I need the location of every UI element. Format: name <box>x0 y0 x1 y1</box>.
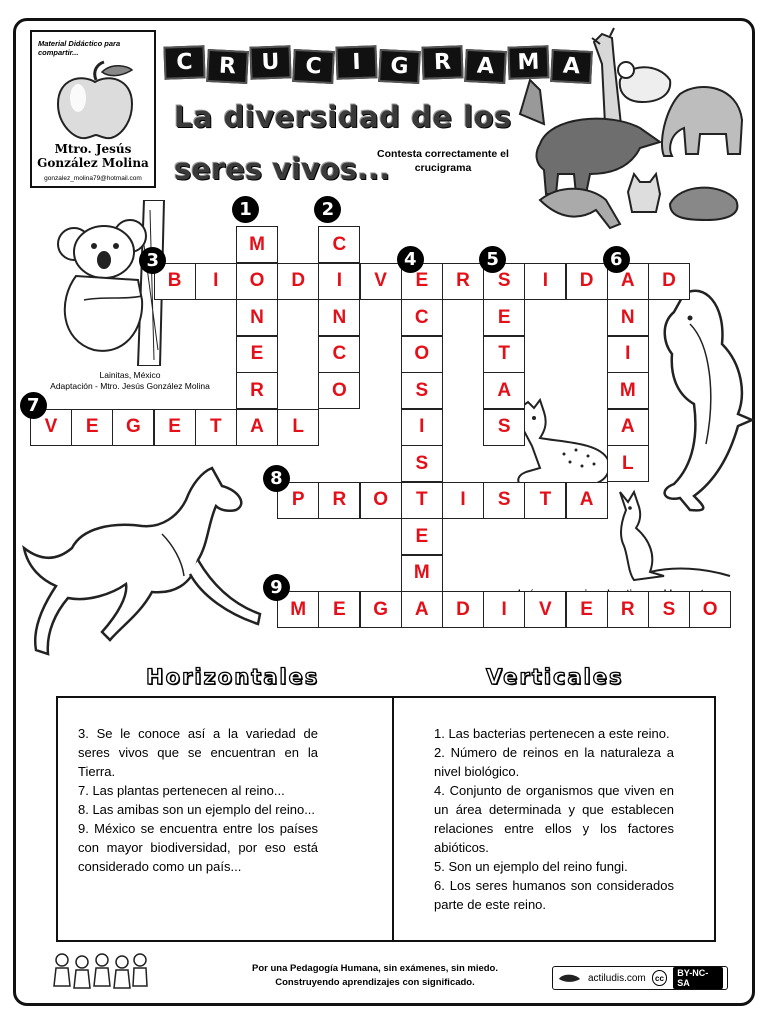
crossword-cell[interactable]: M <box>607 372 649 409</box>
crossword-cell[interactable]: D <box>442 591 484 628</box>
crossword-cell[interactable]: B <box>154 263 196 300</box>
subtitle-line-2: seres vivos... <box>174 152 391 186</box>
crossword-cell[interactable]: D <box>277 263 319 300</box>
crossword-cell[interactable]: S <box>401 445 443 482</box>
crossword-cell[interactable]: P <box>277 482 319 519</box>
crossword-cell[interactable]: T <box>195 409 237 446</box>
author-name: Mtro. Jesús González Molina <box>37 142 149 170</box>
author-card <box>30 30 156 188</box>
crossword-cell[interactable]: N <box>607 299 649 336</box>
crossword-cell[interactable]: E <box>401 518 443 555</box>
title-letter-tile: I <box>335 45 377 79</box>
crossword-cell[interactable]: O <box>236 263 278 300</box>
title-letter-tile: M <box>507 45 549 79</box>
crossword-cell[interactable]: O <box>360 482 402 519</box>
crossword-cell[interactable]: E <box>154 409 196 446</box>
crossword-cell[interactable]: V <box>30 409 72 446</box>
crossword-cell[interactable]: A <box>607 409 649 446</box>
crossword-cell[interactable]: E <box>318 591 360 628</box>
crossword-cell[interactable]: I <box>524 263 566 300</box>
crossword-cell[interactable]: R <box>318 482 360 519</box>
clue-horizontal: 9. México se encuentra entre los países con mayor biodiversidad, por eso está considerado como un país... <box>78 821 318 874</box>
clues-box <box>56 696 716 942</box>
clue-number-badge: 2 <box>314 196 341 223</box>
crossword-cell[interactable]: O <box>318 372 360 409</box>
crossword-cell[interactable]: E <box>236 336 278 373</box>
crossword-cell[interactable]: C <box>318 226 360 263</box>
crossword-cell[interactable]: I <box>318 263 360 300</box>
dolphin-icon <box>650 284 754 514</box>
crossword-cell[interactable]: N <box>318 299 360 336</box>
crossword-cell[interactable]: O <box>689 591 731 628</box>
clue-number-badge: 4 <box>397 246 424 273</box>
crossword-cell[interactable]: S <box>401 372 443 409</box>
crossword-cell[interactable]: I <box>195 263 237 300</box>
crossword-cell[interactable]: V <box>524 591 566 628</box>
children-icon <box>52 952 148 996</box>
crossword-cell[interactable]: A <box>566 482 608 519</box>
site-name: actiludis.com <box>587 972 646 984</box>
crossword-cell[interactable]: E <box>401 263 443 300</box>
crossword-cell[interactable]: N <box>236 299 278 336</box>
subtitle-line-1: La diversidad de los <box>174 100 512 134</box>
crossword-cell[interactable]: M <box>236 226 278 263</box>
crossword-cell[interactable]: O <box>401 336 443 373</box>
crossword-cell[interactable]: S <box>648 591 690 628</box>
crossword-cell[interactable]: G <box>360 591 402 628</box>
clue-vertical: 6. Los seres humanos son considerados parte de este reino. <box>434 878 674 912</box>
crossword-cell[interactable]: A <box>401 591 443 628</box>
crossword-cell[interactable]: R <box>607 591 649 628</box>
vertical-clues <box>434 724 674 914</box>
crossword-cell[interactable]: C <box>401 299 443 336</box>
horizontal-clues <box>78 724 318 876</box>
horse-icon <box>22 464 268 660</box>
clue-number-badge: 6 <box>603 246 630 273</box>
clue-number-badge: 7 <box>20 392 47 419</box>
crossword-cell[interactable]: T <box>524 482 566 519</box>
instruction-text: Contesta correctamente el crucigrama <box>377 148 509 174</box>
clue-number-badge: 8 <box>263 465 290 492</box>
crossword-cell[interactable]: G <box>112 409 154 446</box>
title-letter-tile: A <box>550 49 593 84</box>
license-badge: BY-NC-SA <box>673 967 723 989</box>
clue-vertical: 2. Número de reinos en la naturaleza a nivel biológico. <box>434 745 674 779</box>
material-label: Material Didáctico para compartir... <box>38 39 121 57</box>
title-letter-tile: G <box>378 49 421 84</box>
crossword-cell[interactable]: A <box>483 372 525 409</box>
horizontal-heading: Horizontales <box>146 665 320 689</box>
crossword-cell[interactable]: A <box>236 409 278 446</box>
crossword-cell[interactable]: E <box>566 591 608 628</box>
title-letter-tile: U <box>249 45 291 79</box>
crossword-cell[interactable]: S <box>483 482 525 519</box>
title-letter-tile: R <box>421 45 463 79</box>
author-email: gonzalez_molina79@hotmail.com <box>44 175 142 182</box>
vertical-heading: Verticales <box>486 665 624 689</box>
crossword-cell[interactable]: A <box>607 263 649 300</box>
crossword-cell[interactable]: M <box>401 555 443 592</box>
crossword-cell[interactable]: I <box>483 591 525 628</box>
crossword-cell[interactable]: E <box>483 299 525 336</box>
crossword-cell[interactable]: L <box>277 409 319 446</box>
kangaroo-icon <box>614 486 734 586</box>
clue-vertical: 4. Conjunto de organismos que viven en un área determinada y que establecen relaciones entre ellos y los factores abióticos. <box>434 783 674 855</box>
clue-horizontal: 7. Las plantas pertenecen al reino... <box>78 783 285 798</box>
title-letter-tile: C <box>163 45 205 79</box>
crossword-cell[interactable]: R <box>236 372 278 409</box>
cc-icon: cc <box>652 970 667 986</box>
title-letter-tile: A <box>464 49 507 84</box>
crossword-cell[interactable]: V <box>360 263 402 300</box>
crossword-cell[interactable]: C <box>318 336 360 373</box>
crossword-cell[interactable]: E <box>71 409 113 446</box>
crossword-cell[interactable]: L <box>607 445 649 482</box>
crossword-cell[interactable]: T <box>401 482 443 519</box>
crossword-cell[interactable]: S <box>483 409 525 446</box>
footer-license <box>552 966 728 990</box>
crossword-cell[interactable]: M <box>277 591 319 628</box>
crossword-cell[interactable]: T <box>483 336 525 373</box>
crossword-cell[interactable]: I <box>442 482 484 519</box>
clue-number-badge: 5 <box>479 246 506 273</box>
title-letter-tile: C <box>292 49 335 84</box>
title-letter-tile: R <box>206 49 249 84</box>
clue-number-badge: 9 <box>263 574 290 601</box>
crossword-cell[interactable]: R <box>442 263 484 300</box>
crossword-cell[interactable]: D <box>648 263 690 300</box>
crossword-cell[interactable]: S <box>483 263 525 300</box>
apple-icon <box>52 58 138 142</box>
crossword-cell[interactable]: D <box>566 263 608 300</box>
clue-horizontal: 8. Las amibas son un ejemplo del reino... <box>78 802 316 817</box>
actiludis-logo-icon <box>557 971 582 985</box>
clues-divider <box>392 698 394 940</box>
puzzle-credit: Lainitas, México Adaptación - Mtro. Jesús González Molina <box>50 370 210 391</box>
crossword-cell[interactable]: I <box>401 409 443 446</box>
clue-horizontal: 3. Se le conoce así a la variedad de seres vivos que se encuentran en la Tierra. <box>78 726 318 779</box>
clue-number-badge: 3 <box>139 247 166 274</box>
clue-number-badge: 1 <box>232 196 259 223</box>
footer-motto: Por una Pedagogía Humana, sin exámenes, sin miedo. Construyendo aprendizajes con significado. <box>251 963 499 988</box>
crossword-cell[interactable]: I <box>607 336 649 373</box>
clue-vertical: 5. Son un ejemplo del reino fungi. <box>434 859 628 874</box>
clue-vertical: 1. Las bacterias pertenecen a este reino. <box>434 726 670 741</box>
animals-group-icon <box>510 24 750 244</box>
